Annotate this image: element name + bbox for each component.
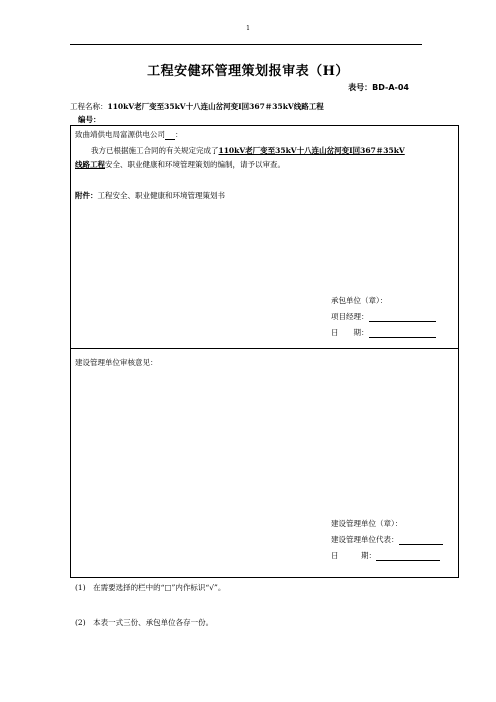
project-line (70, 101, 324, 112)
project-name: 110kV老厂变至35kV十八连山岔河变Ⅰ回367＃35kV线路工程 (107, 102, 324, 111)
addressee-suffix: ： (175, 130, 183, 139)
note-2: (2) 本表一式三份、承包单位各存一份。 (75, 618, 214, 627)
addressee-blank (165, 131, 175, 140)
submission-section (70, 125, 459, 349)
body-prefix: 我方已根据施工合同的有关规定完成了 (91, 146, 219, 155)
project-manager-line (331, 312, 436, 322)
attachment-label: 附件： (75, 191, 98, 200)
project-label: 工程名称： (70, 102, 108, 111)
project-manager-label: 项目经理： (331, 312, 369, 321)
body-project-part-a: 110kV老厂变至35kV十八连山岔河变Ⅰ回367＃35kV (218, 146, 405, 155)
review-section (70, 349, 459, 578)
review-representative-line (331, 535, 443, 545)
page-number: 1 (246, 25, 250, 32)
body-project-part-b: 线路工程 (75, 160, 105, 169)
review-heading: 建设管理单位审核意见： (75, 358, 158, 367)
header-rule (70, 44, 422, 45)
code-label: 编号： (78, 115, 101, 124)
review-date-line (331, 551, 440, 561)
body-line-1 (91, 146, 405, 156)
project-manager-field[interactable] (369, 313, 436, 322)
note-1: (1) 在需要选择的栏中的“□”内作标识“√”。 (75, 583, 226, 592)
form-number: 表号：BD-A-04 (348, 83, 409, 92)
submission-date-label: 日 期： (331, 328, 369, 337)
addressee: 致曲靖供电局富源供电公司 (75, 130, 165, 139)
submission-date-field[interactable] (369, 329, 436, 338)
review-date-field[interactable] (376, 552, 440, 561)
body-line-2 (75, 160, 285, 170)
addressee-line (75, 130, 183, 140)
attachment-line (75, 191, 225, 201)
body-suffix: 安全、职业健康和环境管理策划的编制，请予以审查。 (105, 160, 285, 169)
attachment-text: 工程安全、职业健康和环境管理策划书 (97, 191, 225, 200)
form-title: 工程安健环管理策划报审表（H） (147, 64, 349, 79)
review-date-label: 日 期： (331, 551, 376, 560)
review-representative-label: 建设管理单位代表： (331, 535, 399, 544)
contractor-seal-label: 承包单位（章）： (331, 296, 388, 305)
submission-date-line (331, 328, 436, 338)
review-unit-seal-label: 建设管理单位（章）： (331, 519, 403, 528)
review-representative-field[interactable] (399, 536, 443, 545)
